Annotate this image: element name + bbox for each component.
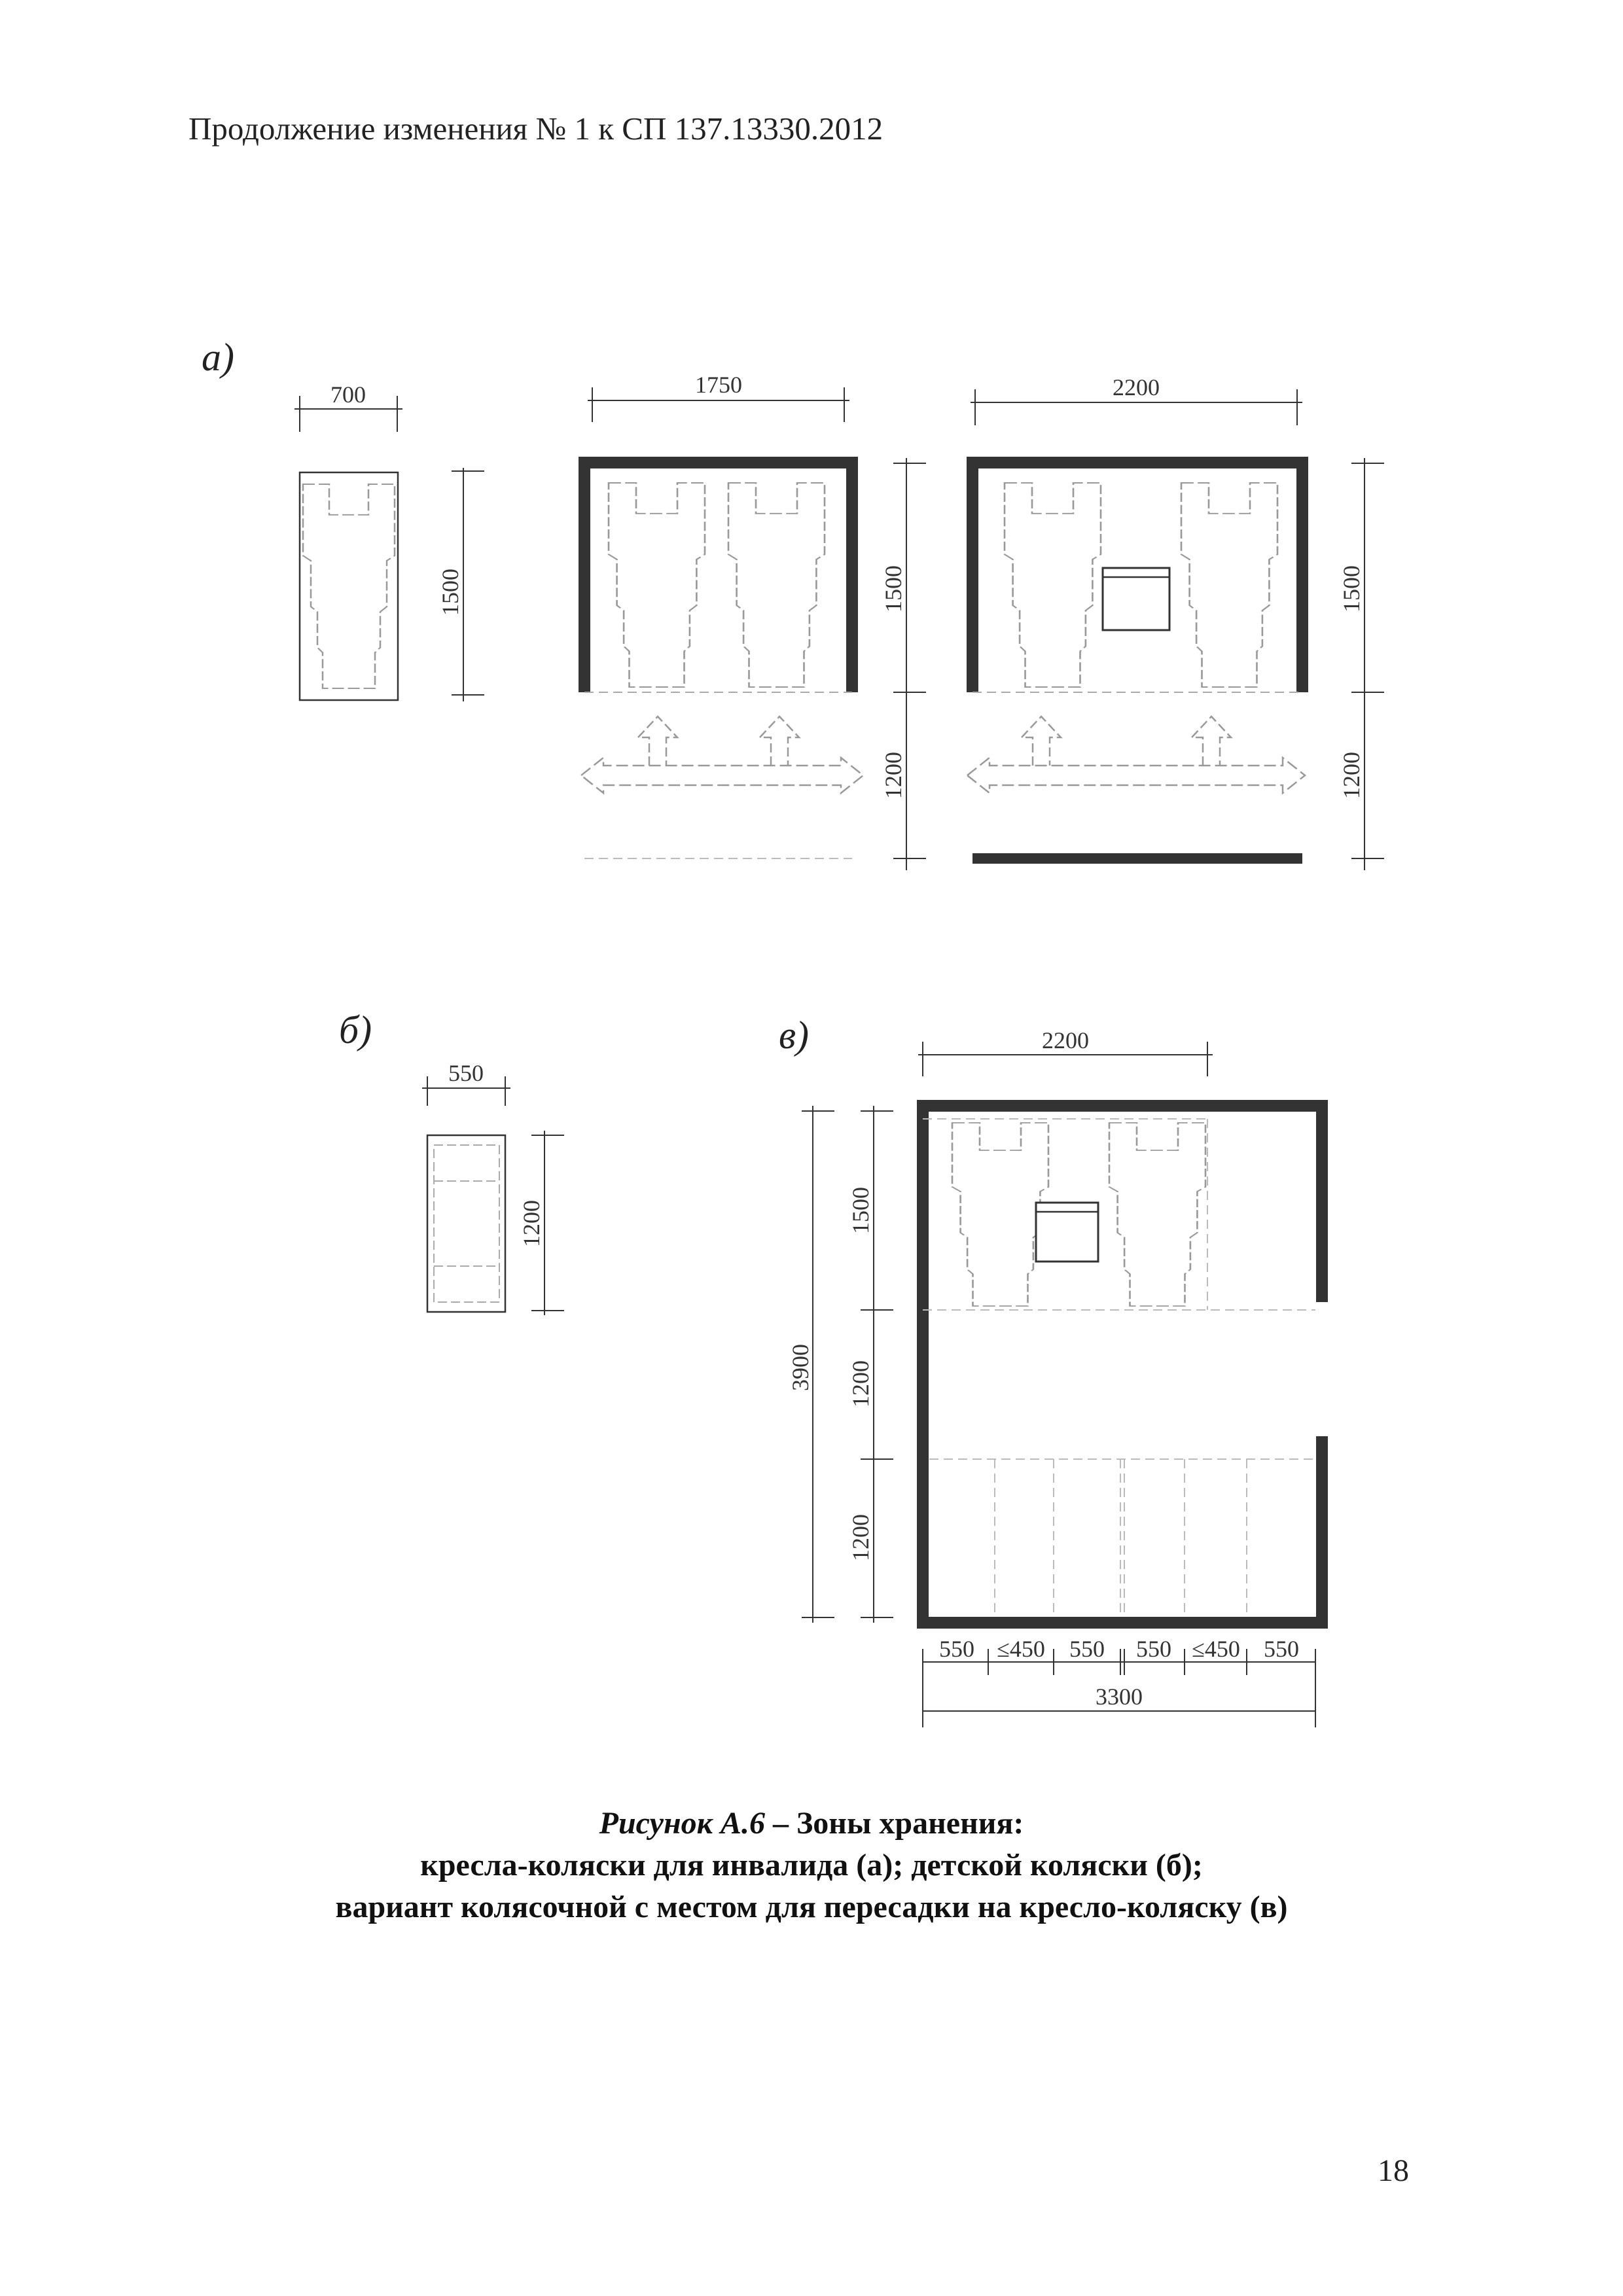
panel-b-stroller bbox=[422, 1060, 564, 1315]
panel-label-v: в) bbox=[779, 1014, 810, 1057]
figure-title: – Зоны хранения: bbox=[764, 1806, 1024, 1841]
dim-a-transfer-aisle: 1200 bbox=[1338, 752, 1364, 799]
dim-v-bottom-3: 550 bbox=[1069, 1636, 1105, 1662]
dim-b-width: 550 bbox=[448, 1060, 484, 1086]
panel-a-double bbox=[581, 372, 926, 870]
dim-a-transfer-width: 2200 bbox=[1113, 374, 1160, 400]
dim-a-single-height: 1500 bbox=[437, 569, 463, 616]
dim-v-bottom-2: ≤450 bbox=[997, 1636, 1045, 1662]
panel-label-a: а) bbox=[202, 336, 234, 379]
dim-v-seg2: 1200 bbox=[847, 1360, 874, 1407]
panel-v-room bbox=[787, 1027, 1322, 1727]
panel-a-single bbox=[294, 381, 484, 701]
dim-a-double-height: 1500 bbox=[880, 565, 906, 612]
dim-v-bottom-6: 550 bbox=[1264, 1636, 1299, 1662]
page-header: Продолжение изменения № 1 к СП 137.13330.2012 bbox=[188, 111, 883, 147]
panel-a-transfer bbox=[967, 374, 1384, 870]
dim-v-total-width: 3300 bbox=[1096, 1684, 1143, 1710]
dim-b-height: 1200 bbox=[518, 1200, 544, 1247]
caption-line-3: вариант колясочной с местом для пересадки на кресло-коляску (в) bbox=[335, 1890, 1288, 1924]
dim-v-top-width: 2200 bbox=[1042, 1027, 1089, 1053]
dim-v-bottom-4: 550 bbox=[1136, 1636, 1171, 1662]
figure-number: Рисунок А.6 bbox=[599, 1806, 765, 1841]
figure-caption bbox=[157, 1803, 1466, 1928]
caption-line-2: кресла-коляски для инвалида (а); детской коляски (б); bbox=[420, 1848, 1203, 1882]
dim-v-seg3: 1200 bbox=[847, 1514, 874, 1561]
dim-a-transfer-height: 1500 bbox=[1338, 565, 1364, 612]
page-number: 18 bbox=[1378, 2153, 1409, 2188]
dim-v-bottom-5: ≤450 bbox=[1192, 1636, 1240, 1662]
dim-a-single-width: 700 bbox=[330, 381, 366, 408]
dim-v-bottom-1: 550 bbox=[939, 1636, 974, 1662]
dim-v-seg1: 1500 bbox=[847, 1187, 874, 1234]
dim-v-total-height: 3900 bbox=[787, 1344, 813, 1391]
dim-a-double-width: 1750 bbox=[695, 372, 742, 398]
panel-label-b: б) bbox=[339, 1008, 372, 1051]
caption-line-1 bbox=[157, 1803, 1466, 1845]
dim-a-double-aisle: 1200 bbox=[880, 752, 906, 799]
